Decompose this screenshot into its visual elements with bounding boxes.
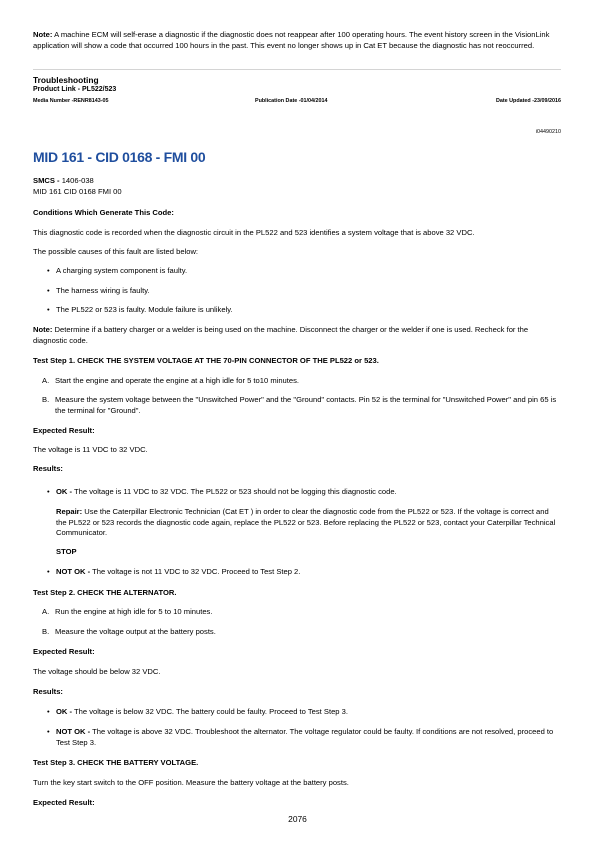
bullet-icon: • bbox=[47, 266, 50, 275]
conditions-text: This diagnostic code is recorded when the diagnostic circuit in the PL522 and 523 identifies a system voltage that is above 32 VDC. bbox=[33, 228, 475, 237]
expected-heading: Expected Result: bbox=[33, 798, 95, 807]
note-top bbox=[33, 30, 561, 51]
repair-text: Repair: Use the Caterpillar Electronic Technician (Cat ET ) in order to clear the diagnostic code from the PL522 or 523. If the voltage is correct and the PL522 or 523 records the diagnostic code again, replace the PL522 or 523. Before replacing the PL522 or 523, contact your Caterpillar Technical Communicator. bbox=[56, 507, 556, 538]
smcs-label: SMCS - bbox=[33, 176, 60, 185]
bullet-icon: • bbox=[47, 286, 50, 295]
result-not-ok: • NOT OK - The voltage is not 11 VDC to 32 VDC. Proceed to Test Step 2. bbox=[47, 567, 301, 576]
result-ok: • OK - The voltage is below 32 VDC. The battery could be faulty. Proceed to Test Step 3. bbox=[47, 707, 348, 716]
date-updated: Date Updated -23/09/2016 bbox=[495, 98, 561, 104]
causes-intro: The possible causes of this fault are listed below: bbox=[33, 247, 199, 256]
note-text: Determine if a battery charger or a welder is being used on the machine. Disconnect the charger or the welder if one is used. Recheck for the diagnostic code. bbox=[33, 325, 529, 345]
step3-heading: Test Step 3. CHECK THE BATTERY VOLTAGE. bbox=[33, 758, 199, 767]
expected-text: The voltage is 11 VDC to 32 VDC. bbox=[33, 445, 148, 454]
result-ok: • OK - The voltage is 11 VDC to 32 VDC. The PL522 or 523 should not be logging this diagnostic code. bbox=[47, 487, 397, 496]
step2-heading: Test Step 2. CHECK THE ALTERNATOR. bbox=[33, 588, 177, 597]
document-id: i04490210 bbox=[535, 129, 561, 135]
list-item: • The PL522 or 523 is faulty. Module failure is unlikely. bbox=[47, 305, 233, 314]
stop-label: STOP bbox=[56, 547, 77, 556]
expected-text: The voltage should be below 32 VDC. bbox=[33, 667, 161, 676]
page-title: MID 161 - CID 0168 - FMI 00 bbox=[33, 149, 206, 165]
divider bbox=[33, 69, 561, 70]
step-item: B. Measure the voltage output at the battery posts. bbox=[42, 627, 216, 636]
section-title: Troubleshooting bbox=[33, 75, 99, 85]
bullet-icon: • bbox=[47, 567, 50, 576]
smcs-code: 1406-038 bbox=[59, 176, 94, 185]
media-number: Media Number -RENR8143-05 bbox=[33, 98, 109, 104]
conditions-heading: Conditions Which Generate This Code: bbox=[33, 208, 174, 217]
product-title: Product Link - PL522/523 bbox=[33, 86, 117, 93]
bullet-icon: • bbox=[47, 305, 50, 314]
expected-heading: Expected Result: bbox=[33, 426, 95, 435]
publication-date: Publication Date -01/04/2014 bbox=[255, 98, 328, 104]
result-not-ok: • NOT OK - The voltage is above 32 VDC. Troubleshoot the alternator. The voltage regulator could be faulty. If conditions are not resolved, proceed to Test Step 3. bbox=[47, 727, 554, 747]
results-heading: Results: bbox=[33, 687, 63, 696]
page-number: 2076 bbox=[288, 814, 307, 824]
list-item: • A charging system component is faulty. bbox=[47, 266, 188, 275]
list-item: • The harness wiring is faulty. bbox=[47, 286, 150, 295]
note-2 bbox=[33, 325, 561, 346]
note-label: Note: bbox=[33, 30, 53, 39]
step1-heading: Test Step 1. CHECK THE SYSTEM VOLTAGE AT THE 70-PIN CONNECTOR OF THE PL522 or 523. bbox=[33, 356, 379, 365]
note-text: A machine ECM will self-erase a diagnostic if the diagnostic does not reappear after 100 operating hours. The event history screen in the VisionLink application will show a code that occurred 100 hours in the past. This event no longer shows up in Cat ET because the diagnostic has not reoccurred. bbox=[33, 30, 550, 50]
step-item: A. Run the engine at high idle for 5 to 10 minutes. bbox=[42, 607, 213, 616]
step-item: B. Measure the system voltage between the "Unswitched Power" and the "Ground" contacts. Pin 52 is the terminal for "Unswitched Power" and pin 65 is the terminal for "Ground". bbox=[42, 395, 557, 415]
bullet-icon: • bbox=[47, 727, 50, 736]
results-heading: Results: bbox=[33, 464, 63, 473]
step3-text: Turn the key start switch to the OFF position. Measure the battery voltage at the battery posts. bbox=[33, 778, 349, 787]
bullet-icon: • bbox=[47, 487, 50, 496]
smcs-line2: MID 161 CID 0168 FMI 00 bbox=[33, 186, 122, 196]
smcs-block bbox=[33, 176, 561, 197]
step-item: A. Start the engine and operate the engine at a high idle for 5 to10 minutes. bbox=[42, 376, 300, 385]
bullet-icon: • bbox=[47, 707, 50, 716]
note-label: Note: bbox=[33, 325, 53, 334]
expected-heading: Expected Result: bbox=[33, 647, 95, 656]
